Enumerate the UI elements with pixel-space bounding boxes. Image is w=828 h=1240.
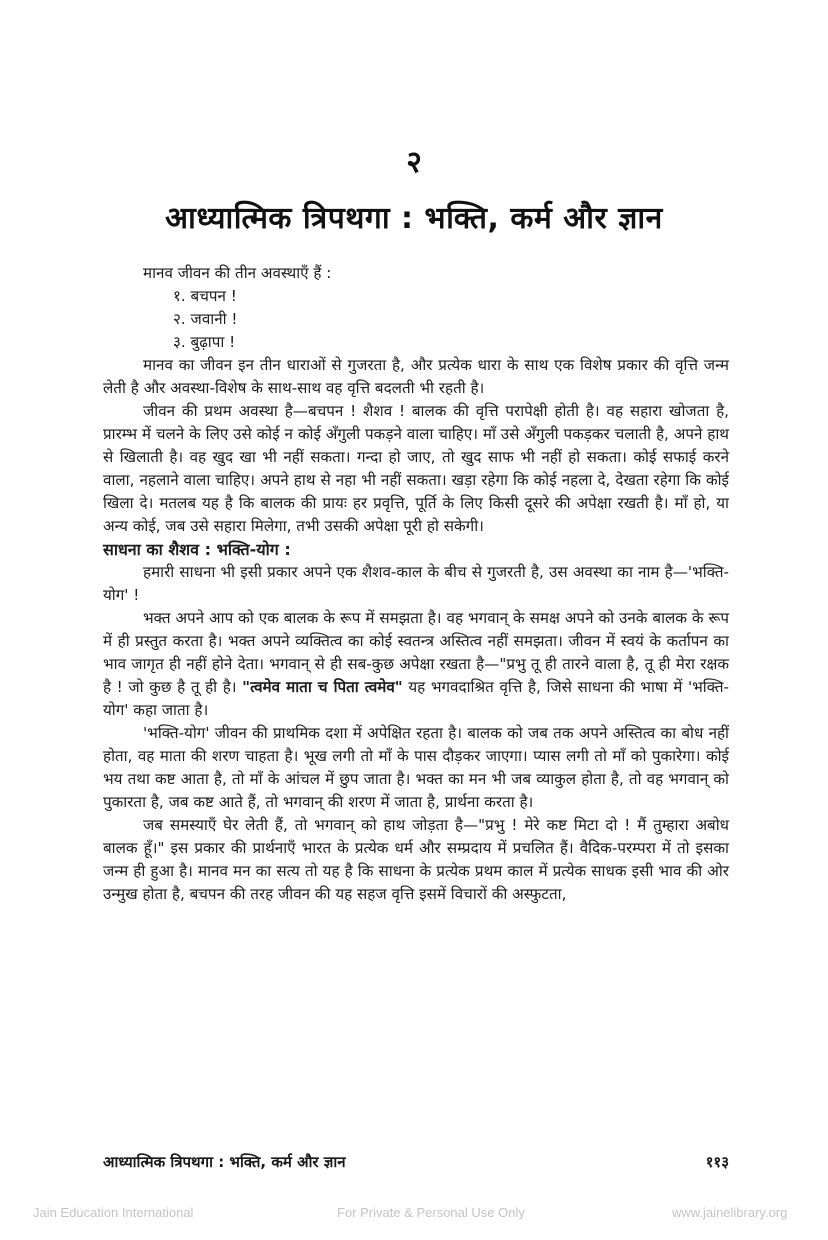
chapter-title: आध्यात्मिक त्रिपथगा : भक्ति, कर्म और ज्ञान xyxy=(165,201,663,236)
paragraph: जीवन की प्रथम अवस्था है—बचपन ! शैशव ! बालक की वृत्ति परापेक्षी होती है। वह सहारा खोजता है, प्रारम्भ में चलने के लिए उसे कोई न कोई अँगुली पकड़ने वाला चाहिए। माँ उसे अँगुली पकड़कर चलाती है, अपने हाथ से खिलाती है। वह खुद खा भी नहीं सकता। गन्दा हो जाए, तो खुद साफ भी नहीं हो सकता। कोई सफाई करने वाला, नहलाने वाला चाहिए। अपने हाथ से नहा भी नहीं सकता। खड़ा रहेगा कि कोई नहला दे, देखता रहेगा कि कोई खिला दे। मतलब यह है कि बालक की प्रायः हर प्रवृत्ति, पूर्ति के लिए किसी दूसरे की अपेक्षा रखती है। माँ हो, या अन्य कोई, जब उसे सहारा मिलेगा, तभी उसकी अपेक्षा पूरी हो सकेगी। xyxy=(103,402,729,535)
page-body xyxy=(103,262,729,906)
intro-lead: मानव जीवन की तीन अवस्थाएँ हैं : xyxy=(143,264,332,282)
page-number: ११३ xyxy=(705,1153,729,1171)
paragraph xyxy=(103,607,729,722)
paragraph: 'भक्ति-योग' जीवन की प्राथमिक दशा में अपेक्षित रहता है। बालक को जब तक अपने अस्तित्व का बोध नहीं होता, वह माता की शरण चाहता है। भूख लगी तो माँ के पास दौड़कर जाएगा। प्यास लगी तो माँ को पुकारेगा। कोई भय तथा कष्ट आता है, तो माँ के आंचल में छुप जाता है। भक्त का मन भी जब व्याकुल होता है, तो वह भगवान् को पुकारता है, जब कष्ट आते हैं, तो भगवान् की शरण में जाता है, प्रार्थना करता है। xyxy=(103,724,729,811)
list-item: ३. बुढ़ापा ! xyxy=(173,333,236,351)
running-title: आध्यात्मिक त्रिपथगा : भक्ति, कर्म और ज्ञान xyxy=(103,1153,346,1171)
list-item: १. बचपन ! xyxy=(173,287,237,305)
watermark-left: Jain Education International xyxy=(33,1205,194,1220)
chapter-number: २ xyxy=(406,145,422,180)
life-stages-list xyxy=(103,285,729,354)
section-heading: साधना का शैशव : भक्ति-योग : xyxy=(103,540,291,559)
watermark-right: www.jainelibrary.org xyxy=(672,1205,788,1220)
paragraph: जब समस्याएँ घेर लेती हैं, तो भगवान् को हाथ जोड़ता है—"प्रभु ! मेरे कष्ट मिटा दो ! मैं तुम्हारा अबोध बालक हूँ।" इस प्रकार की प्रार्थनाएँ भारत के प्रत्येक धर्म और सम्प्रदाय में प्रचलित हैं। वैदिक-परम्परा में तो इसका जन्म ही हुआ है। मानव मन का सत्य तो यह है कि साधना के प्रत्येक प्रथम काल में प्रत्येक साधक इसी भाव की ओर उन्मुख होता है, बचपन की तरह जीवन की यह सहज वृत्ति इसमें विचारों की अस्फुटता, xyxy=(103,816,729,903)
watermark-center: For Private & Personal Use Only xyxy=(337,1205,525,1220)
paragraph: मानव का जीवन इन तीन धाराओं से गुजरता है, और प्रत्येक धारा के साथ एक विशेष प्रकार की वृत्ति जन्म लेती है और अवस्था-विशेष के साथ-साथ वह वृत्ति बदलती भी रहती है। xyxy=(103,356,729,397)
sanskrit-quote: "त्वमेव माता च पिता त्वमेव" xyxy=(242,678,403,696)
list-item: २. जवानी ! xyxy=(173,310,238,328)
paragraph: हमारी साधना भी इसी प्रकार अपने एक शैशव-काल के बीच से गुजरती है, उस अवस्था का नाम है—'भक्ति-योग' ! xyxy=(103,563,729,604)
paragraph-text: भक्त अपने आप को एक बालक के रूप में समझता है। वह भगवान् के समक्ष अपने को उनके बालक के रूप में ही प्रस्तुत करता है। भक्त अपने व्यक्तित्व का कोई स्वतन्त्र अस्तित्व नहीं समझता। जीवन में स्वयं के कर्तापन का भाव जागृत ही नहीं होने देता। भगवान् से ही सब-कुछ अपेक्षा रखता है—"प्रभु तू ही तारने वाला है, तू ही मेरा रक्षक है ! जो कुछ है तू ही है। xyxy=(103,609,729,696)
paragraph-text: यह भगवदाश्रित वृत्ति है, जिसे साधना की भाषा में 'भक्ति-योग' कहा जाता है। xyxy=(103,678,730,719)
running-footer xyxy=(103,1152,729,1172)
